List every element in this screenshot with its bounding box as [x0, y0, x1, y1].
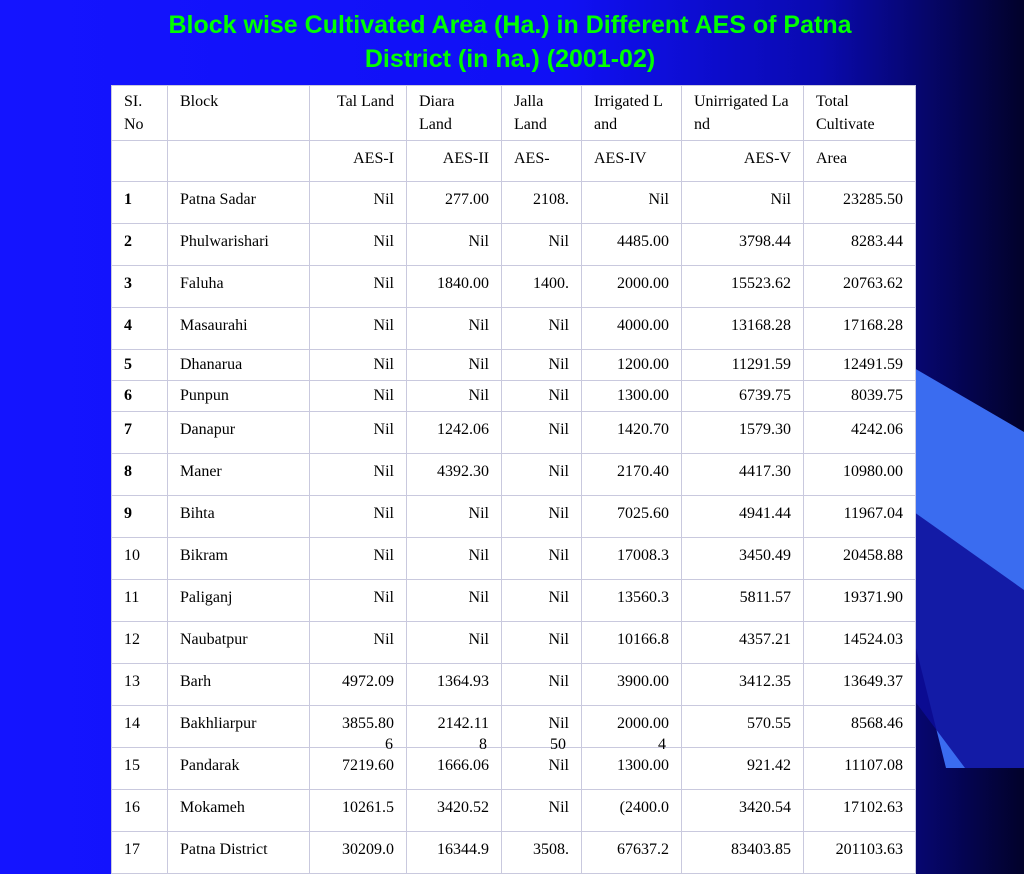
aes-area-table: [111, 85, 916, 874]
value-cell: 2142.11: [407, 706, 502, 748]
value-cell: Nil: [310, 182, 407, 224]
block-name-cell: Danapur: [168, 412, 310, 454]
subheader-cell: [168, 141, 310, 182]
row-number-cell: 9: [112, 496, 168, 538]
value-cell: 17008.3: [582, 538, 682, 580]
table-row: [112, 706, 916, 748]
value-cell: 1420.70: [582, 412, 682, 454]
block-name-cell: Mokameh: [168, 790, 310, 832]
row-number-cell: 13: [112, 664, 168, 706]
row-number-cell: 7: [112, 412, 168, 454]
value-cell: 23285.50: [804, 182, 916, 224]
row-number-cell: 12: [112, 622, 168, 664]
value-cell: Nil: [407, 580, 502, 622]
value-cell: 3900.00: [582, 664, 682, 706]
value-cell: Nil: [310, 622, 407, 664]
overflow-digit: 50: [550, 736, 566, 753]
value-cell: 1840.00: [407, 266, 502, 308]
table-row: [112, 664, 916, 706]
subheader-aes-iv: AES-IV: [582, 141, 682, 182]
value-cell: 10261.5: [310, 790, 407, 832]
row-number-cell: 15: [112, 748, 168, 790]
value-cell: 11291.59: [682, 350, 804, 381]
value-cell: Nil: [502, 412, 582, 454]
row-number-cell: 14: [112, 706, 168, 748]
value-cell: Nil: [310, 224, 407, 266]
table-row: [112, 381, 916, 412]
value-cell: Nil: [502, 350, 582, 381]
subheader-aes-iii: AES-: [502, 141, 582, 182]
value-cell: 12491.59: [804, 350, 916, 381]
row-number-cell: 17: [112, 832, 168, 874]
block-name-cell: Phulwarishari: [168, 224, 310, 266]
value-cell: Nil: [310, 496, 407, 538]
header-irrigated-land: Irrigated Land: [582, 86, 682, 141]
row-number-cell: 1: [112, 182, 168, 224]
value-cell: 4392.30: [407, 454, 502, 496]
block-name-cell: Masaurahi: [168, 308, 310, 350]
value-cell: Nil: [502, 496, 582, 538]
value-cell: 1300.00: [582, 381, 682, 412]
header-sl-no: SI. No: [112, 86, 168, 141]
value-cell: 13168.28: [682, 308, 804, 350]
value-cell: Nil: [407, 496, 502, 538]
table-row: [112, 538, 916, 580]
value-cell: 4417.30: [682, 454, 804, 496]
value-cell: Nil: [582, 182, 682, 224]
table-row: [112, 350, 916, 381]
value-cell: 5811.57: [682, 580, 804, 622]
header-jalla-land: Jalla Land: [502, 86, 582, 141]
block-name-cell: Naubatpur: [168, 622, 310, 664]
block-name-cell: Barh: [168, 664, 310, 706]
header-tal-land: Tal Land: [310, 86, 407, 141]
value-cell: 83403.85: [682, 832, 804, 874]
table-row: [112, 224, 916, 266]
value-cell: 4972.09: [310, 664, 407, 706]
value-cell: 1242.06: [407, 412, 502, 454]
value-cell: 67637.2: [582, 832, 682, 874]
value-cell: 3450.49: [682, 538, 804, 580]
value-cell: Nil: [310, 308, 407, 350]
value-cell: 2000.00: [582, 706, 682, 748]
value-cell: 13649.37: [804, 664, 916, 706]
block-name-cell: Patna Sadar: [168, 182, 310, 224]
value-cell: 7219.60: [310, 748, 407, 790]
value-cell: 3855.80: [310, 706, 407, 748]
data-table-container: [111, 85, 915, 874]
table-row: [112, 748, 916, 790]
value-cell: 2000.00: [582, 266, 682, 308]
block-name-cell: Paliganj: [168, 580, 310, 622]
subheader-aes-ii: AES-II: [407, 141, 502, 182]
value-cell: 3420.54: [682, 790, 804, 832]
row-number-cell: 10: [112, 538, 168, 580]
value-cell: 4941.44: [682, 496, 804, 538]
value-cell: 4357.21: [682, 622, 804, 664]
value-cell: Nil: [682, 182, 804, 224]
value-cell: Nil: [407, 622, 502, 664]
value-cell: Nil: [502, 580, 582, 622]
value-cell: 8568.46: [804, 706, 916, 748]
value-cell: Nil: [407, 308, 502, 350]
value-cell: 277.00: [407, 182, 502, 224]
value-cell: 4000.00: [582, 308, 682, 350]
value-cell: 3508.: [502, 832, 582, 874]
value-cell: 1666.06: [407, 748, 502, 790]
value-cell: 3420.52: [407, 790, 502, 832]
value-cell: Nil: [502, 664, 582, 706]
value-cell: 20458.88: [804, 538, 916, 580]
decor-light-band: [914, 368, 1024, 768]
row-number-cell: 3: [112, 266, 168, 308]
table-subheader-row: [112, 141, 916, 182]
value-cell: 4485.00: [582, 224, 682, 266]
subheader-area: Area: [804, 141, 916, 182]
row-number-cell: 11: [112, 580, 168, 622]
value-cell: Nil: [502, 224, 582, 266]
value-cell: Nil: [310, 350, 407, 381]
table-row: [112, 580, 916, 622]
value-cell: 921.42: [682, 748, 804, 790]
subheader-aes-i: AES-I: [310, 141, 407, 182]
header-block: Block: [168, 86, 310, 141]
table-row: [112, 496, 916, 538]
value-cell: Nil: [502, 748, 582, 790]
value-cell: 11107.08: [804, 748, 916, 790]
value-cell: Nil: [407, 381, 502, 412]
header-diara-land: Diara Land: [407, 86, 502, 141]
header-unirrigated-land: Unirrigated Land: [682, 86, 804, 141]
overflow-digit: 6: [385, 736, 393, 753]
slide-title-line-2: District (in ha.) (2001-02): [364, 45, 656, 73]
row-number-cell: 5: [112, 350, 168, 381]
value-cell: 2108.: [502, 182, 582, 224]
value-cell: 1364.93: [407, 664, 502, 706]
slide-title: [60, 8, 960, 76]
value-cell: 30209.0: [310, 832, 407, 874]
value-cell: 3412.35: [682, 664, 804, 706]
block-name-cell: Bakhliarpur: [168, 706, 310, 748]
value-cell: 19371.90: [804, 580, 916, 622]
table-row: [112, 454, 916, 496]
row-number-cell: 6: [112, 381, 168, 412]
table-row: [112, 832, 916, 874]
block-name-cell: Bikram: [168, 538, 310, 580]
table-row: [112, 266, 916, 308]
value-cell: 1579.30: [682, 412, 804, 454]
overflow-digit: 4: [658, 736, 666, 753]
value-cell: Nil: [502, 454, 582, 496]
value-cell: 6739.75: [682, 381, 804, 412]
value-cell: Nil: [310, 266, 407, 308]
subheader-aes-v: AES-V: [682, 141, 804, 182]
value-cell: Nil: [407, 350, 502, 381]
value-cell: Nil: [407, 538, 502, 580]
value-cell: 15523.62: [682, 266, 804, 308]
value-cell: Nil: [502, 381, 582, 412]
value-cell: (2400.0: [582, 790, 682, 832]
value-cell: 13560.3: [582, 580, 682, 622]
block-name-cell: Maner: [168, 454, 310, 496]
value-cell: 11967.04: [804, 496, 916, 538]
value-cell: 570.55: [682, 706, 804, 748]
value-cell: 1200.00: [582, 350, 682, 381]
value-cell: 10980.00: [804, 454, 916, 496]
subheader-cell: [112, 141, 168, 182]
value-cell: 1400.: [502, 266, 582, 308]
value-cell: Nil: [310, 538, 407, 580]
value-cell: 14524.03: [804, 622, 916, 664]
value-cell: Nil: [502, 622, 582, 664]
table-row: [112, 412, 916, 454]
table-header-row: [112, 86, 916, 141]
value-cell: 17168.28: [804, 308, 916, 350]
row-number-cell: 16: [112, 790, 168, 832]
block-name-cell: Dhanarua: [168, 350, 310, 381]
value-cell: Nil: [502, 538, 582, 580]
value-cell: Nil: [502, 706, 582, 748]
block-name-cell: Faluha: [168, 266, 310, 308]
value-cell: 1300.00: [582, 748, 682, 790]
value-cell: 4242.06: [804, 412, 916, 454]
overflow-digit: 8: [479, 736, 487, 753]
table-row: [112, 790, 916, 832]
row-number-cell: 4: [112, 308, 168, 350]
value-cell: 8283.44: [804, 224, 916, 266]
value-cell: Nil: [407, 224, 502, 266]
value-cell: 2170.40: [582, 454, 682, 496]
row-number-cell: 2: [112, 224, 168, 266]
value-cell: Nil: [310, 381, 407, 412]
value-cell: 17102.63: [804, 790, 916, 832]
value-cell: Nil: [502, 308, 582, 350]
block-name-cell: Pandarak: [168, 748, 310, 790]
value-cell: 3798.44: [682, 224, 804, 266]
decor-dark-band: [914, 512, 1024, 768]
block-name-cell: Patna District: [168, 832, 310, 874]
value-cell: 7025.60: [582, 496, 682, 538]
value-cell: Nil: [310, 580, 407, 622]
value-cell: Nil: [502, 790, 582, 832]
table-row: [112, 622, 916, 664]
value-cell: Nil: [310, 412, 407, 454]
header-total-cultivate: Total Cultivate: [804, 86, 916, 141]
value-cell: 20763.62: [804, 266, 916, 308]
table-row: [112, 182, 916, 224]
block-name-cell: Punpun: [168, 381, 310, 412]
value-cell: Nil: [310, 454, 407, 496]
slide-title-line-1: Block wise Cultivated Area (Ha.) in Different AES of Patna: [168, 11, 852, 39]
row-number-cell: 8: [112, 454, 168, 496]
value-cell: 8039.75: [804, 381, 916, 412]
value-cell: 16344.9: [407, 832, 502, 874]
value-cell: 201103.63: [804, 832, 916, 874]
value-cell: 10166.8: [582, 622, 682, 664]
block-name-cell: Bihta: [168, 496, 310, 538]
table-row: [112, 308, 916, 350]
